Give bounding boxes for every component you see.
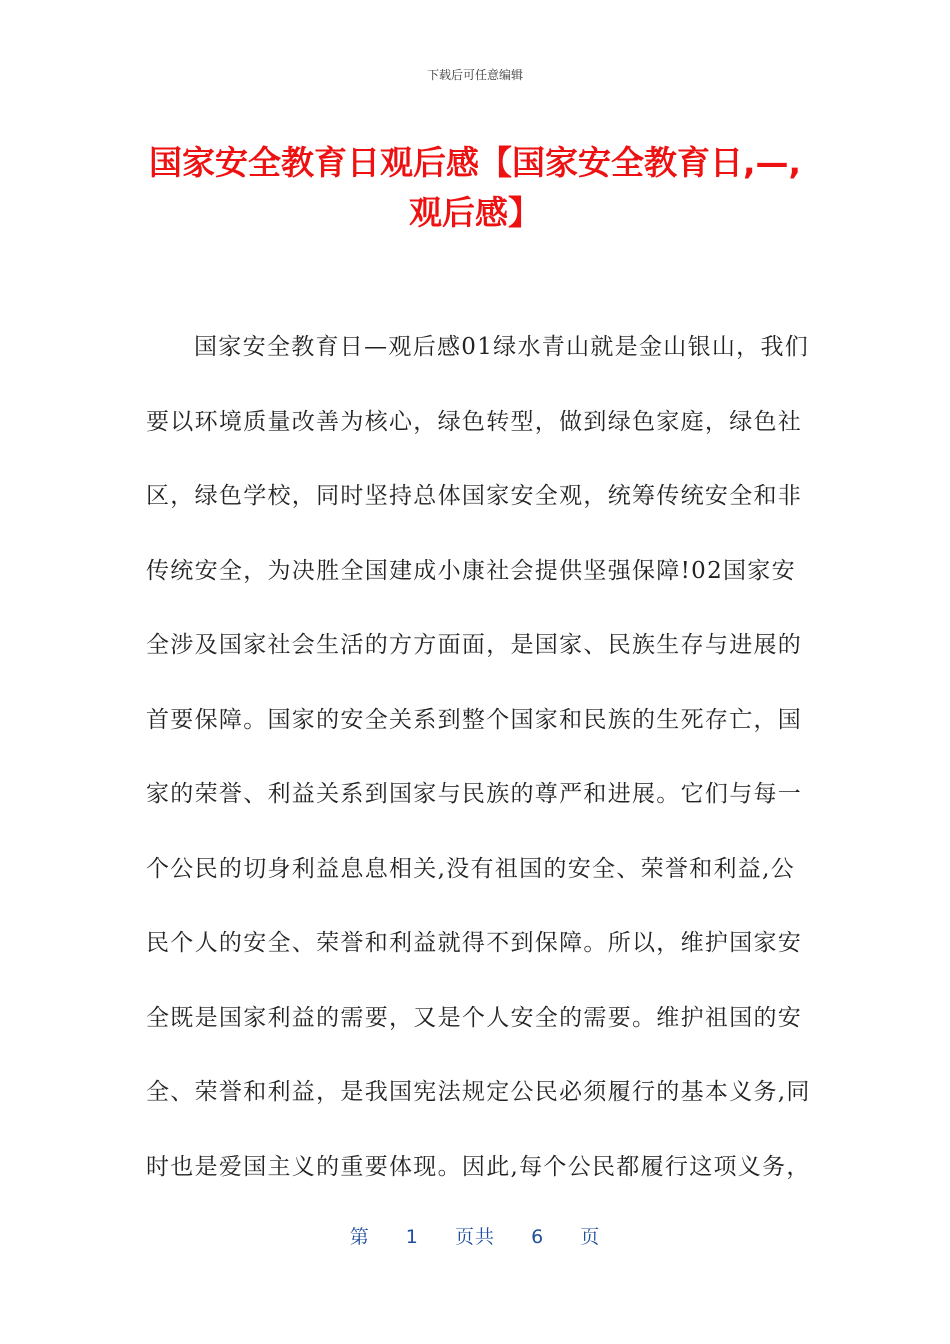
body-line: 要以环境质量改善为核心，绿色转型，做到绿色家庭，绿色社	[146, 408, 803, 435]
body-line: 国家安全教育日—观后感01绿水青山就是金山银山，我们	[194, 334, 810, 360]
body-line: 全涉及国家社会生活的方方面面，是国家、民族生存与进展的	[146, 632, 803, 658]
body-line: 家的荣誉、利益关系到国家与民族的尊严和进展。它们与每一	[146, 781, 803, 807]
body-line: 传统安全，为决胜全国建成小康社会提供坚强保障!02国家安	[146, 557, 796, 584]
title-line-2: 观后感】	[409, 193, 541, 232]
body-line: 全、荣誉和利益，是我国宪法规定公民必须履行的基本义务,同	[146, 1079, 811, 1105]
footer-ye-gong: 页共	[454, 1226, 495, 1248]
header-note: 下载后可任意编辑	[426, 68, 523, 82]
body-paragraph	[146, 321, 811, 1215]
footer-ye: 页	[580, 1226, 601, 1248]
body-line: 个公民的切身利益息息相关,没有祖国的安全、荣誉和利益,公	[146, 855, 796, 882]
body-line: 首要保障。国家的安全关系到整个国家和民族的生死存亡，国	[146, 706, 803, 733]
body-line: 全既是国家利益的需要，又是个人安全的需要。维护祖国的安	[146, 1004, 803, 1031]
body-line: 区，绿色学校，同时坚持总体国家安全观，统筹传统安全和非	[146, 483, 803, 509]
footer-total-pages: 6	[531, 1226, 545, 1248]
footer-page-number: 1	[405, 1226, 419, 1248]
title-line-1: 国家安全教育日观后感【国家安全教育日,—,	[148, 143, 802, 182]
page-footer	[0, 1222, 950, 1249]
footer-di: 第	[349, 1226, 370, 1248]
document-title	[120, 138, 830, 238]
body-line: 时也是爱国主义的重要体现。因此,每个公民都履行这项义务，	[146, 1153, 811, 1180]
body-line: 民个人的安全、荣誉和利益就得不到保障。所以，维护国家安	[146, 930, 803, 956]
